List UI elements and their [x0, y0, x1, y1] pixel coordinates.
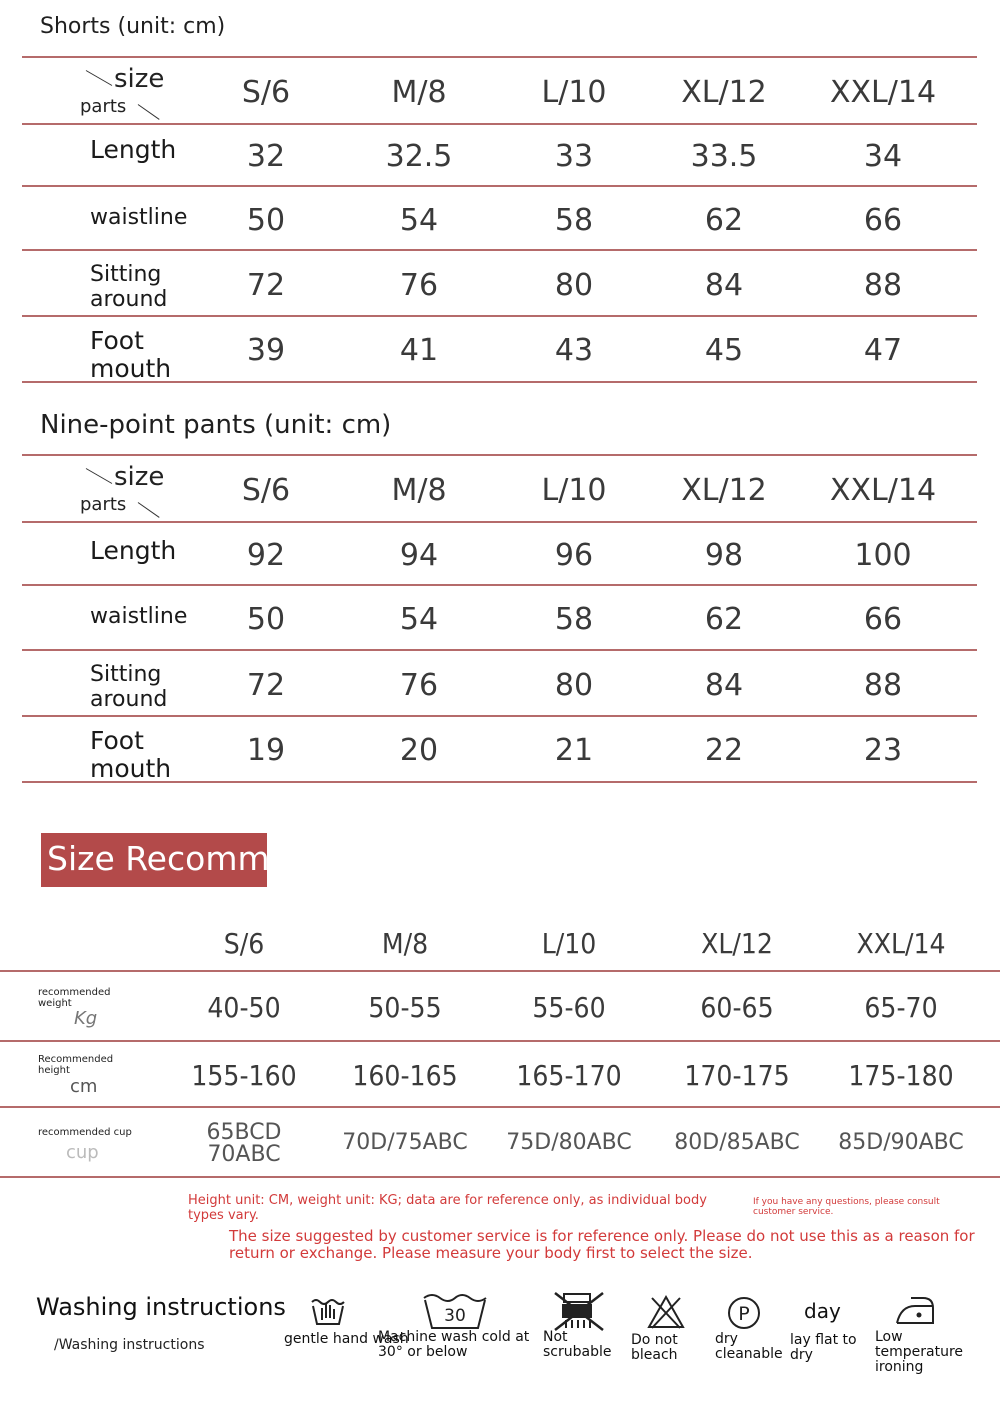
lay-flat-icon: day	[804, 1299, 841, 1323]
table-row-height	[0, 1040, 1000, 1106]
table-cell: 175-180	[848, 1059, 954, 1092]
table-cell: 76	[399, 268, 439, 303]
table-cell: 58	[554, 602, 594, 637]
hand-wash-label: gentle hand wash	[284, 1331, 409, 1347]
size-header: XL/12	[701, 927, 773, 960]
table-cell-line1: 65BCD	[206, 1120, 282, 1145]
size-header: M/8	[391, 75, 447, 110]
row-label-line1: Recommended	[38, 1054, 114, 1065]
table-cell: 41	[399, 333, 439, 368]
size-recommendation-banner	[41, 833, 416, 887]
size-header: L/10	[541, 927, 597, 960]
reference-note: Height unit: CM, weight unit: KG; data are for reference only, as individual body types vary.	[188, 1193, 707, 1223]
part-label: Length	[90, 135, 177, 164]
table-row	[22, 715, 977, 783]
part-label-line2: around	[90, 287, 168, 312]
no-bleach-label: Do not bleach	[631, 1332, 678, 1363]
pants-size-table	[22, 454, 977, 783]
size-header: XXL/14	[829, 473, 937, 508]
table-cell: 160-165	[352, 1059, 458, 1092]
size-header: XXL/14	[856, 927, 946, 960]
table-cell: 92	[246, 538, 286, 573]
no-bleach-icon	[646, 1294, 686, 1334]
table-cell: 84	[704, 668, 744, 703]
table-cell: 72	[246, 668, 286, 703]
lay-flat-label: lay flat to dry	[790, 1332, 857, 1363]
table-cell: 50-55	[368, 991, 442, 1024]
table-cell: 21	[554, 733, 594, 768]
table-cell: 66	[863, 602, 903, 637]
part-label-line1: Sitting	[90, 662, 162, 687]
table-cell: 85D/90ABC	[838, 1130, 964, 1155]
table-cell: 80	[554, 668, 594, 703]
table-cell: 39	[246, 333, 286, 368]
table-cell: 62	[704, 203, 744, 238]
size-recommendation-table	[0, 915, 1000, 1178]
part-label-line1: Sitting	[90, 262, 162, 287]
table-row	[22, 123, 977, 185]
shorts-size-table	[22, 56, 977, 383]
row-label: recommended cup	[38, 1127, 132, 1138]
table-row-cup	[0, 1106, 1000, 1178]
table-cell: 84	[704, 268, 744, 303]
table-cell: 33.5	[690, 139, 758, 174]
size-suggestion-note: The size suggested by customer service is for reference only. Please do not use this as a reason for return or exchange. Please measure your body first to select the size.	[229, 1227, 975, 1262]
table-cell: 45	[704, 333, 744, 368]
part-label: waistline	[90, 205, 188, 230]
table-cell: 88	[863, 668, 903, 703]
table-cell: 60-65	[700, 991, 774, 1024]
size-header: L/10	[541, 75, 607, 110]
table-cell: 40-50	[207, 991, 281, 1024]
row-label-line2: weight	[38, 998, 72, 1009]
table-row	[22, 584, 977, 649]
table-cell: 58	[554, 203, 594, 238]
part-label: waistline	[90, 604, 188, 629]
table-header-row	[22, 454, 977, 521]
table-cell: 47	[863, 333, 903, 368]
part-label-line1: Foot	[90, 326, 144, 355]
table-header-row	[22, 56, 977, 123]
iron-low-icon	[893, 1292, 937, 1332]
table-header-row	[0, 915, 1000, 970]
size-header: M/8	[391, 473, 447, 508]
size-header: XL/12	[681, 473, 767, 508]
table-cell-line2: 70ABC	[207, 1142, 281, 1167]
size-label: size	[114, 64, 165, 94]
table-cell: 32	[246, 139, 286, 174]
table-cell: 22	[704, 733, 744, 768]
size-header: XL/12	[681, 75, 767, 110]
dry-clean-icon	[726, 1295, 762, 1335]
table-cell: 100	[854, 538, 912, 573]
height-unit: cm	[70, 1076, 98, 1097]
banner-text: Size Recommendation	[47, 839, 416, 878]
table-cell: 55-60	[532, 991, 606, 1024]
table-cell: 62	[704, 602, 744, 637]
parts-label: parts	[80, 494, 127, 515]
machine-wash-label: Machine wash cold at 30° or below	[378, 1329, 530, 1360]
table-cell: 54	[399, 203, 439, 238]
table-cell: 33	[554, 139, 594, 174]
shorts-title: Shorts (unit: cm)	[40, 14, 226, 39]
table-cell: 96	[554, 538, 594, 573]
size-header: S/6	[223, 927, 265, 960]
part-label-line2: mouth	[90, 754, 172, 783]
washing-title: Washing instructions	[36, 1293, 286, 1321]
size-parts-corner	[80, 462, 190, 520]
size-label: size	[114, 462, 165, 492]
row-label-line1: recommended	[38, 987, 111, 998]
size-parts-corner	[80, 64, 190, 122]
table-cell: 80D/85ABC	[674, 1130, 800, 1155]
table-cell: 165-170	[516, 1059, 622, 1092]
table-cell: 75D/80ABC	[506, 1130, 632, 1155]
table-cell: 23	[863, 733, 903, 768]
part-label-line2: mouth	[90, 354, 172, 383]
size-header: XXL/14	[829, 75, 937, 110]
table-row	[22, 315, 977, 383]
table-cell: 98	[704, 538, 744, 573]
cup-unit: cup	[66, 1142, 99, 1163]
table-cell: 66	[863, 203, 903, 238]
iron-low-label: Low temperature ironing	[875, 1329, 963, 1375]
table-row	[22, 521, 977, 584]
table-cell: 50	[246, 203, 286, 238]
table-cell: 88	[863, 268, 903, 303]
size-header: M/8	[381, 927, 429, 960]
table-row	[22, 185, 977, 249]
table-cell: 50	[246, 602, 286, 637]
part-label-line1: Foot	[90, 726, 144, 755]
table-cell: 94	[399, 538, 439, 573]
table-cell: 32.5	[385, 139, 453, 174]
table-cell: 34	[863, 139, 903, 174]
size-header: S/6	[241, 473, 291, 508]
table-cell: 72	[246, 268, 286, 303]
parts-label: parts	[80, 96, 127, 117]
pants-title: Nine-point pants (unit: cm)	[40, 410, 392, 440]
washing-subtitle: /Washing instructions	[54, 1337, 205, 1353]
consult-note: If you have any questions, please consult customer service.	[753, 1197, 940, 1217]
table-row	[22, 249, 977, 315]
table-cell: 70D/75ABC	[342, 1130, 468, 1155]
row-label-line2: height	[38, 1065, 70, 1076]
size-header: L/10	[541, 473, 607, 508]
hand-wash-icon	[308, 1292, 348, 1332]
table-cell: 19	[246, 733, 286, 768]
table-cell: 65-70	[864, 991, 938, 1024]
table-row	[22, 649, 977, 715]
table-row-weight	[0, 970, 1000, 1040]
part-label: Length	[90, 536, 177, 565]
table-cell: 76	[399, 668, 439, 703]
table-cell: 80	[554, 268, 594, 303]
table-cell: 54	[399, 602, 439, 637]
dry-clean-letter: P	[738, 1303, 750, 1325]
tub-temperature: 30	[444, 1306, 466, 1326]
size-header: S/6	[241, 75, 291, 110]
table-cell: 155-160	[191, 1059, 297, 1092]
part-label-line2: around	[90, 687, 168, 712]
table-cell: 20	[399, 733, 439, 768]
table-cell: 43	[554, 333, 594, 368]
no-scrub-label: Not scrubable	[543, 1329, 612, 1360]
table-cell: 170-175	[684, 1059, 790, 1092]
weight-unit: Kg	[74, 1008, 98, 1029]
dry-clean-label: dry cleanable	[715, 1331, 783, 1362]
